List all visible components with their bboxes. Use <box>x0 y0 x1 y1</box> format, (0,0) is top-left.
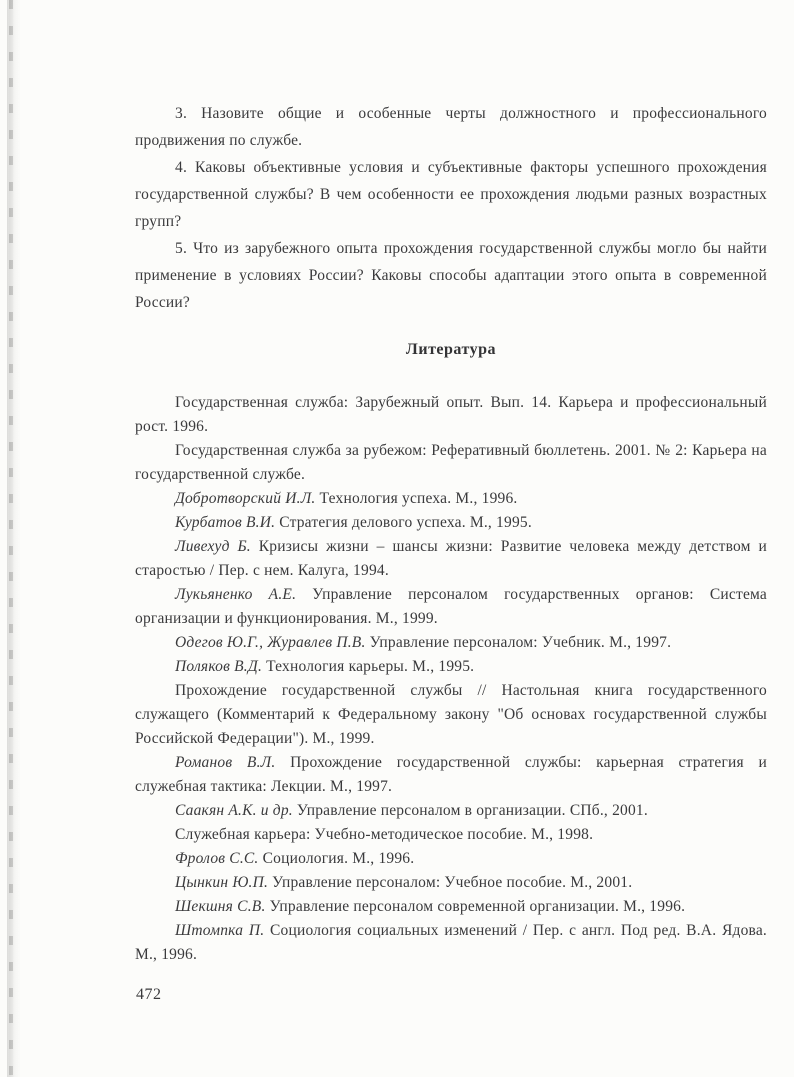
entry-author: Лукьяненко А.Е. <box>175 586 297 603</box>
entry-text: Государственная служба за рубежом: Реферативный бюллетень. 2001. № 2: Карьера на государственной службе. <box>135 442 767 483</box>
bibliography-entry <box>135 679 767 751</box>
bibliography-entry <box>135 631 767 655</box>
entry-author: Саакян А.К. и др. <box>175 802 293 819</box>
bibliography-entry <box>135 511 767 535</box>
bibliography-entry <box>135 799 767 823</box>
entry-author: Цынкин Ю.П. <box>175 874 269 891</box>
entry-author: Шекшня С.В. <box>175 898 266 915</box>
entry-author: Курбатов В.И. <box>175 514 276 531</box>
entry-author: Романов В.Л. <box>175 754 276 771</box>
entry-text: Служебная карьера: Учебно-методическое пособие. М., 1998. <box>175 826 594 843</box>
bibliography-section <box>135 391 767 967</box>
entry-text: Кризисы жизни – шансы жизни: Развитие человека между детством и старостью / Пер. с нем. Калуга, 1994. <box>135 538 767 579</box>
entry-text: Управление персоналом в организации. СПб., 2001. <box>296 802 648 819</box>
question-paragraph: 5. Что из зарубежного опыта прохождения государственной службы могло бы найти применение в условиях России? Каковы способы адаптации этого опыта в современной России? <box>135 240 767 311</box>
entry-text: Технология карьеры. М., 1995. <box>266 658 475 675</box>
bibliography-entry <box>135 439 767 487</box>
question-paragraph: 4. Каковы объективные условия и субъективные факторы успешного прохождения государственной службы? В чем особенности ее прохождения людьми разных возрастных групп? <box>135 159 767 230</box>
entry-author: Фролов С.С. <box>175 850 259 867</box>
entry-text: Технология успеха. М., 1996. <box>319 490 518 507</box>
entry-text: Прохождение государственной службы // Настольная книга государственного служащего (Комментарий к Федеральному закону "Об основах государственной службы Российской Федерации"). М., 1999. <box>135 682 767 747</box>
page-number: 472 <box>136 986 162 1003</box>
entry-text: Социология социальных изменений / Пер. с англ. Под ред. В.А. Ядова. М., 1996. <box>135 922 767 963</box>
scan-edge-marks <box>9 0 13 1077</box>
bibliography-entry <box>135 391 767 439</box>
entry-text: Управление персоналом: Учебное пособие. М., 2001. <box>272 874 633 891</box>
page-content <box>135 100 767 967</box>
entry-text: Управление персоналом современной организации. М., 1996. <box>269 898 686 915</box>
bibliography-entry <box>135 871 767 895</box>
bibliography-entry <box>135 847 767 871</box>
bibliography-entry <box>135 895 767 919</box>
bibliography-entry <box>135 583 767 631</box>
questions-section <box>135 100 767 316</box>
bibliography-entry <box>135 655 767 679</box>
entry-author: Ливехуд Б. <box>175 538 251 555</box>
bibliography-entry <box>135 535 767 583</box>
entry-text: Прохождение государственной службы: карьерная стратегия и служебная тактика: Лекции. М., 1997. <box>135 754 767 795</box>
entry-author: Добротворский И.Л. <box>175 490 316 507</box>
entry-text: Управление персоналом: Учебник. М., 1997. <box>369 634 672 651</box>
entry-author: Штомпка П. <box>175 922 265 939</box>
entry-author: Поляков В.Д. <box>175 658 263 675</box>
bibliography-entry <box>135 919 767 967</box>
entry-text: Управление персоналом государственных органов: Система организации и функционирования. М., 1999. <box>135 586 768 627</box>
bibliography-entry <box>135 487 767 511</box>
entry-text: Стратегия делового успеха. М., 1995. <box>279 514 532 531</box>
bibliography-entry <box>135 751 767 799</box>
entry-author: Одегов Ю.Г., Журавлев П.В. <box>175 634 366 651</box>
entry-text: Социология. М., 1996. <box>262 850 415 867</box>
section-title: Литература <box>405 341 497 358</box>
question-paragraph: 3. Назовите общие и особенные черты должностного и профессионального продвижения по службе. <box>135 105 767 149</box>
bibliography-entry <box>135 823 767 847</box>
entry-text: Государственная служба: Зарубежный опыт. Вып. 14. Карьера и профессиональный рост. 1996. <box>135 394 767 435</box>
